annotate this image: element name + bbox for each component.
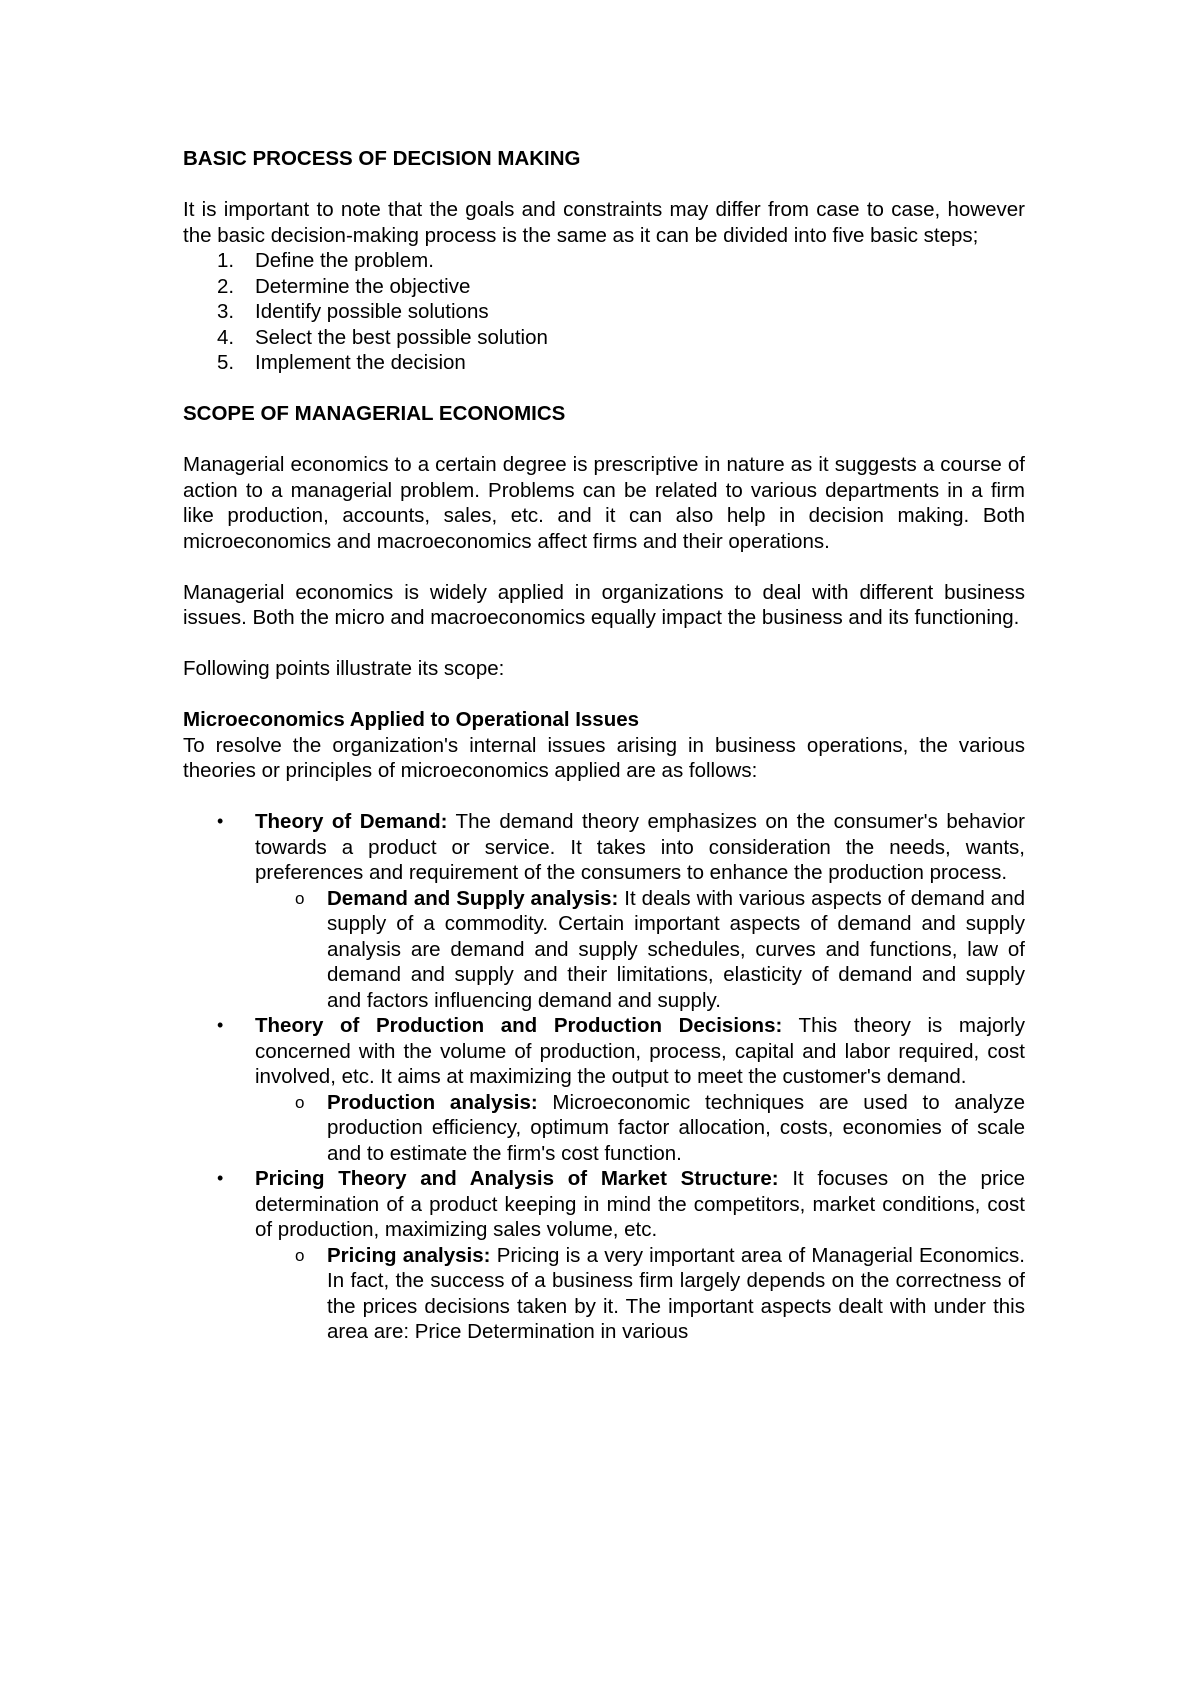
list-item (183, 325, 1025, 351)
spacer (183, 172, 1025, 198)
bullet-label: Theory of Demand: (255, 810, 448, 833)
spacer (183, 784, 1025, 810)
step-text: Select the best possible solution (255, 325, 548, 349)
list-item (183, 1166, 1025, 1345)
step-text: Define the problem. (255, 249, 434, 272)
bullet-text: The demand theory emphasizes on the consumer's behavior towards a product or service. It takes into consideration the needs, wants, preferences and requirement of the consumers to enhance the production process. (255, 810, 1025, 884)
sub-list (255, 1090, 1025, 1167)
sub-text: It deals with various aspects of demand and supply of a commodity. Certain important aspects of demand and supply analysis are demand and supply schedules, curves and functions, law of demand and supply and their limitations, elasticity of demand and supply and factors influencing demand and supply. (327, 886, 1025, 1012)
list-item (183, 248, 1025, 274)
theories-list (183, 809, 1025, 1345)
list-item (183, 299, 1025, 325)
list-item (183, 1013, 1025, 1166)
spacer (183, 376, 1025, 402)
sub-label: Production analysis: (327, 1090, 538, 1114)
sub-list (255, 886, 1025, 1014)
subheading-intro: To resolve the organization's internal issues arising in business operations, the various theories or principles of microeconomics applied are as follows: (183, 733, 1025, 782)
step-number: 1. (217, 249, 235, 272)
spacer (183, 682, 1025, 708)
circle-bullet-icon: o (295, 888, 305, 908)
decision-steps-list (183, 248, 1025, 376)
list-item (183, 809, 1025, 1013)
step-text: Identify possible solutions (255, 300, 489, 323)
sub-text: Microeconomic techniques are used to analyze production efficiency, optimum factor allocation, costs, economies of scale and to estimate the firm's cost function. (327, 1090, 1025, 1165)
list-item (255, 886, 1025, 1014)
step-text: Implement the decision (255, 351, 466, 374)
scope-paragraph-1: Managerial economics to a certain degree is prescriptive in nature as it suggests a course of action to a managerial problem. Problems can be related to various departments in a firm like production, accounts, sales, etc. and it can also help in decision making. Both microeconomics and macroeconomics affect firms and their operations. (183, 453, 1025, 553)
section-heading-decision-making: BASIC PROCESS OF DECISION MAKING (183, 147, 581, 170)
step-number: 5. (217, 351, 235, 374)
sub-label: Pricing analysis: (327, 1243, 491, 1267)
circle-bullet-icon: o (295, 1092, 305, 1112)
spacer (183, 554, 1025, 580)
step-number: 2. (217, 274, 235, 298)
scope-paragraph-2: Managerial economics is widely applied in organizations to deal with different business issues. Both the micro and macroeconomics equally impact the business and its functioning. (183, 580, 1025, 629)
step-number: 3. (217, 300, 235, 323)
bullet-icon: • (217, 811, 224, 831)
bullet-label: Theory of Production and Production Decisions: (255, 1014, 783, 1037)
document-page (183, 146, 1025, 1345)
spacer (183, 631, 1025, 657)
list-item (255, 1090, 1025, 1167)
sub-list (255, 1243, 1025, 1345)
bullet-icon: • (217, 1168, 224, 1188)
bullet-label: Pricing Theory and Analysis of Market Structure: (255, 1167, 779, 1190)
sub-text: Pricing is a very important area of Managerial Economics. In fact, the success of a business firm largely depends on the correctness of the prices decisions taken by it. The important aspects dealt with under this area are: Price Determination in various (327, 1243, 1026, 1343)
scope-paragraph-3: Following points illustrate its scope: (183, 657, 505, 680)
list-item (183, 274, 1025, 300)
step-text: Determine the objective (255, 274, 471, 298)
section-heading-scope: SCOPE OF MANAGERIAL ECONOMICS (183, 402, 566, 425)
circle-bullet-icon: o (295, 1245, 305, 1265)
bullet-icon: • (217, 1015, 224, 1035)
spacer (183, 427, 1025, 453)
list-item (255, 1243, 1025, 1345)
sub-label: Demand and Supply analysis: (327, 886, 619, 910)
bullet-text: This theory is majorly concerned with the volume of production, process, capital and labor required, cost involved, etc. It aims at maximizing the output to meet the customer's demand. (255, 1014, 1025, 1088)
list-item (183, 350, 1025, 376)
subheading-microeconomics: Microeconomics Applied to Operational Issues (183, 708, 640, 731)
intro-paragraph: It is important to note that the goals and constraints may differ from case to case, however the basic decision-making process is the same as it can be divided into five basic steps; (183, 198, 1025, 247)
step-number: 4. (217, 325, 235, 349)
bullet-text: It focuses on the price determination of a product keeping in mind the competitors, market conditions, cost of production, maximizing sales volume, etc. (255, 1167, 1025, 1241)
